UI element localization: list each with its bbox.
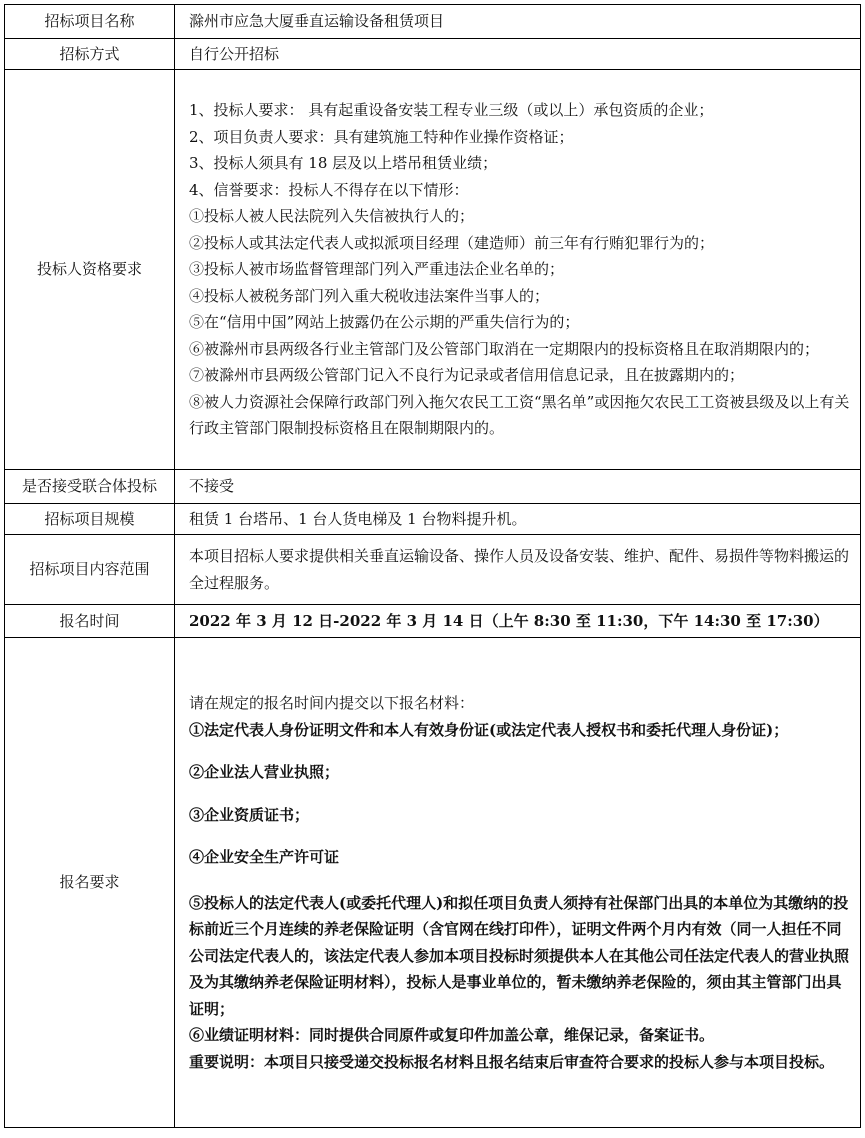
qualification-content [175, 70, 861, 470]
scope-value: 本项目招标人要求提供相关垂直运输设备、操作人员及设备安装、维护、配件、易损件等物料搬运的全过程服务。 [175, 535, 861, 605]
qualification-line: ⑤在“信用中国”网站上披露仍在公示期的严重失信行为的； [189, 313, 580, 332]
reg-item: ④企业安全生产许可证 [189, 848, 340, 866]
row-scope [5, 535, 861, 605]
qualification-line: ⑧被人力资源社会保障行政部门列入拖欠农民工工资“黑名单”或因拖欠农民工工资被县级及以上有关行政主管部门限制投标资格且在限制期限内的。 [189, 392, 850, 438]
project-name-label: 招标项目名称 [5, 5, 175, 39]
scope-label: 招标项目内容范围 [5, 535, 175, 605]
reg-time-value: 2022 年 3 月 12 日-2022 年 3 月 14 日（上午 8:30 至 11:30，下午 14:30 至 17:30） [175, 605, 861, 638]
tender-info-table [4, 4, 861, 1128]
reg-note: 重要说明：本项目只接受递交投标报名材料且报名结束后审查符合要求的投标人参与本项目投标。 [189, 1052, 835, 1071]
reg-item: ⑥业绩证明材料：同时提供合同原件或复印件加盖公章，维保记录，备案证书。 [189, 1026, 715, 1044]
qualification-line: ①投标人被人民法院列入失信被执行人的； [189, 207, 475, 226]
row-scale [5, 504, 861, 535]
reg-item: ③企业资质证书； [189, 805, 310, 824]
consortium-label: 是否接受联合体投标 [5, 470, 175, 504]
row-project-name [5, 5, 861, 39]
qualification-line: ④投标人被税务部门列入重大税收违法案件当事人的； [189, 286, 550, 305]
reg-requirements-label: 报名要求 [5, 638, 175, 1128]
qualification-line: 3、投标人须具有 18 层及以上塔吊租赁业绩； [189, 154, 498, 173]
qualification-line: ⑦被滁州市县两级公管部门记入不良行为记录或者信用信息记录，且在披露期内的； [189, 366, 745, 385]
scale-value: 租赁 1 台塔吊、1 台人货电梯及 1 台物料提升机。 [175, 504, 861, 535]
project-name-value: 滁州市应急大厦垂直运输设备租赁项目 [175, 5, 861, 39]
qualification-line: ⑥被滁州市县两级各行业主管部门及公管部门取消在一定期限内的投标资格且在取消期限内的； [189, 339, 820, 358]
reg-intro: 请在规定的报名时间内提交以下报名材料： [189, 694, 475, 712]
qualification-line: 2、项目负责人要求：具有建筑施工特种作业操作资格证； [189, 127, 574, 146]
reg-item: ⑤投标人的法定代表人(或委托代理人)和拟任项目负责人须持有社保部门出具的本单位为其缴纳的投标前近三个月连续的养老保险证明（含官网在线打印件），证明文件两个月内有效（同一人担任不同公司法定代表人的，该法定代表人参加本项目投标时须提供本人在其他公司任法定代表人的营业执照及为其缴纳养老保险证明材料），投标人是事业单位的，暂未缴纳养老保险的，须由其主管部门出具证明； [189, 893, 850, 1018]
row-consortium [5, 470, 861, 504]
scale-label: 招标项目规模 [5, 504, 175, 535]
reg-time-label: 报名时间 [5, 605, 175, 638]
row-method [5, 39, 861, 70]
reg-item: ②企业法人营业执照； [189, 763, 340, 781]
row-qualification [5, 70, 861, 470]
consortium-value: 不接受 [175, 470, 861, 504]
row-reg-time [5, 605, 861, 638]
qualification-line: 4、信誉要求：投标人不得存在以下情形： [189, 180, 469, 199]
reg-item: ①法定代表人身份证明文件和本人有效身份证(或法定代表人授权书和委托代理人身份证)； [189, 720, 789, 739]
qualification-line: 1、投标人要求： 具有起重设备安装工程专业三级（或以上）承包资质的企业； [189, 101, 714, 120]
reg-requirements-content [175, 638, 861, 1128]
qualification-label: 投标人资格要求 [5, 70, 175, 470]
qualification-line: ②投标人或其法定代表人或拟派项目经理（建造师）前三年有行贿犯罪行为的； [189, 233, 715, 252]
method-label: 招标方式 [5, 39, 175, 70]
row-reg-requirements [5, 638, 861, 1128]
qualification-line: ③投标人被市场监督管理部门列入严重违法企业名单的； [189, 260, 565, 279]
method-value: 自行公开招标 [175, 39, 861, 70]
